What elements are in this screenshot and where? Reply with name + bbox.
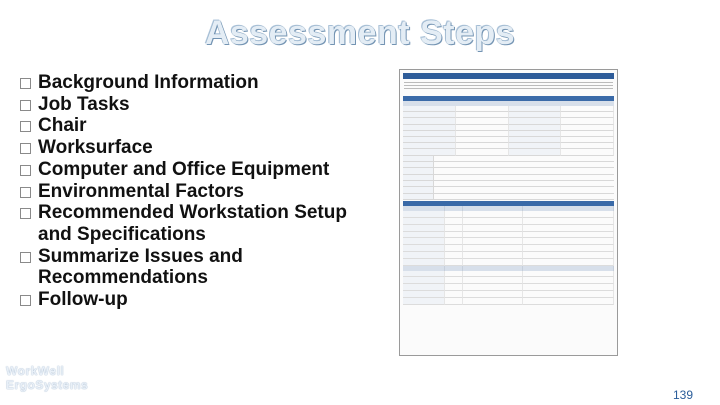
workwell-logo	[6, 364, 88, 392]
logo-line-1: WorkWell	[6, 364, 65, 378]
checkbox-icon	[20, 143, 31, 154]
step-label: Worksurface	[38, 137, 153, 159]
page-number: 139	[672, 388, 693, 402]
checkbox-icon	[20, 121, 31, 132]
step-label: Background Information	[38, 72, 259, 93]
checkbox-icon	[20, 78, 31, 89]
checkbox-icon	[20, 295, 31, 306]
evaluation-form-thumbnail	[399, 69, 618, 356]
checkbox-icon	[20, 187, 31, 198]
step-item	[20, 289, 380, 311]
form-intro-text	[403, 79, 614, 95]
step-item	[20, 115, 380, 137]
form-issues-table	[403, 206, 614, 304]
step-label: Computer and Office Equipment	[38, 158, 330, 180]
slide-title: Assessment Steps	[204, 14, 516, 52]
step-item	[20, 202, 380, 245]
form-detail-lines	[403, 156, 614, 201]
step-item	[20, 159, 380, 181]
step-item	[20, 137, 380, 159]
step-label: Environmental Factors	[38, 180, 244, 202]
step-label: Recommended Workstation Setup and Specifications	[38, 202, 347, 245]
step-item	[20, 94, 380, 116]
step-label: Job Tasks	[38, 93, 130, 115]
checkbox-icon	[20, 100, 31, 111]
steps-list	[20, 72, 380, 311]
checkbox-icon	[20, 208, 31, 219]
logo-line-2: ErgoSystems	[6, 378, 89, 392]
step-label: Chair	[38, 115, 87, 137]
checkbox-icon	[20, 252, 31, 263]
step-item	[20, 72, 380, 94]
step-label: Summarize Issues and Recommendations	[38, 245, 243, 289]
checkbox-icon	[20, 165, 31, 176]
form-info-grid	[403, 106, 614, 156]
step-item	[20, 246, 380, 289]
step-item	[20, 181, 380, 203]
step-label: Follow-up	[38, 289, 128, 311]
